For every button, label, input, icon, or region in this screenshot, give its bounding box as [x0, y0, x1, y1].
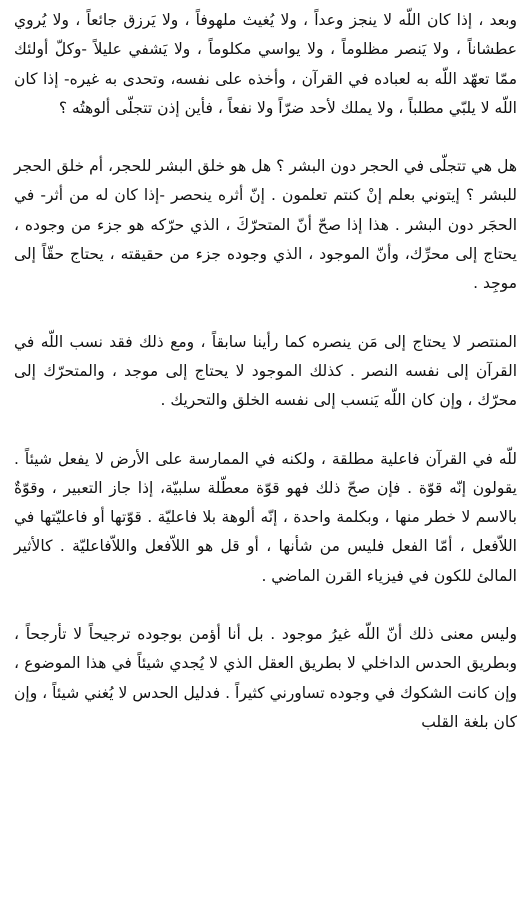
paragraph-3: المنتصر لا يحتاج إلى مَن ينصره كما رأينا سابقاً ، ومع ذلك فقد نسب اللّه في القرآن إلى نفسه النصر . كذلك الموجود لا يحتاج إلى موجد ، والمتحرّك إلى محرّك ، وإن كان اللّه يَنسب إلى نفسه الخلق والتحريك . — [14, 332, 517, 410]
paragraph-5: وليس معنى ذلك أنّ اللّه غيرُ موجود . بل أنا أؤمن بوجوده ترجيحاً لا تأرجحاً ، وبطريق الحدس الداخلي لا بطريق العقل الذي لا يُجدي شيئاً في هذا الموضوع ، وإن كانت الشكوك في وجوده تساورني كثيراً . فدليل الحدس لا يُغني شيئاً ، وإن كان بلغة القلب — [14, 625, 517, 731]
paragraph-1: وبعد ، إذا كان اللّه لا ينجز وعداً ، ولا يُغيث ملهوفاً ، ولا يَرزق جائعاً ، ولا يُروي عطشاناً ، ولا يَنصر مظلوماً ، ولا يواسي مكلوماً ، ولا يَشفي عليلاً -وكلّ أولئك ممّا تعهّد اللّه به لعباده في القرآن ، وأخذه على نفسه، وتحدى به غيره- إذا كان اللّه لا يلبّي مطلباً ، ولا يملك لأحد ضرّاً ولا نفعاً ، فأين إذن تتجلّى ألوهتُه ؟ — [14, 11, 517, 117]
paragraph-4: للّه في القرآن فاعلية مطلقة ، ولكنه في الممارسة على الأرض لا يفعل شيئاً . يقولون إنّه قوّة . فإن صحّ ذلك فهو قوّة معطّلة سلبيّة، إذا جاز التعبير ، وقوّةٌ بالاسم لا خطر منها ، وبكلمة واحدة ، إنّه ألوهة بلا فاعليّة . قوّتها أو فاعليّتها في اللاّفعل ، أمّا الفعل فليس من شأنها ، أو قل هو اللاّفعل واللاّفاعليّة . كالأثير المالئ للكون في فيزياء القرن الماضي . — [14, 449, 517, 585]
paragraph-2: هل هي تتجلّى في الحجر دون البشر ؟ هل هو خلق البشر للحجر، أم خلق الحجر للبشر ؟ إيتوني بعلم إنْ كنتم تعلمون . إنّ أثره ينحصر -إذا كان له من أثر- في الحجَر دون البشر . هذا إذا صحّ أنّ المتحرّكَ ، الذي حرّكه هو جزء من وجوده ، يحتاج إلى محرِّك، وأنّ الموجود ، الذي وجوده جزء من حقيقته ، يحتاج حقّاً إلى موجِد . — [14, 157, 517, 293]
